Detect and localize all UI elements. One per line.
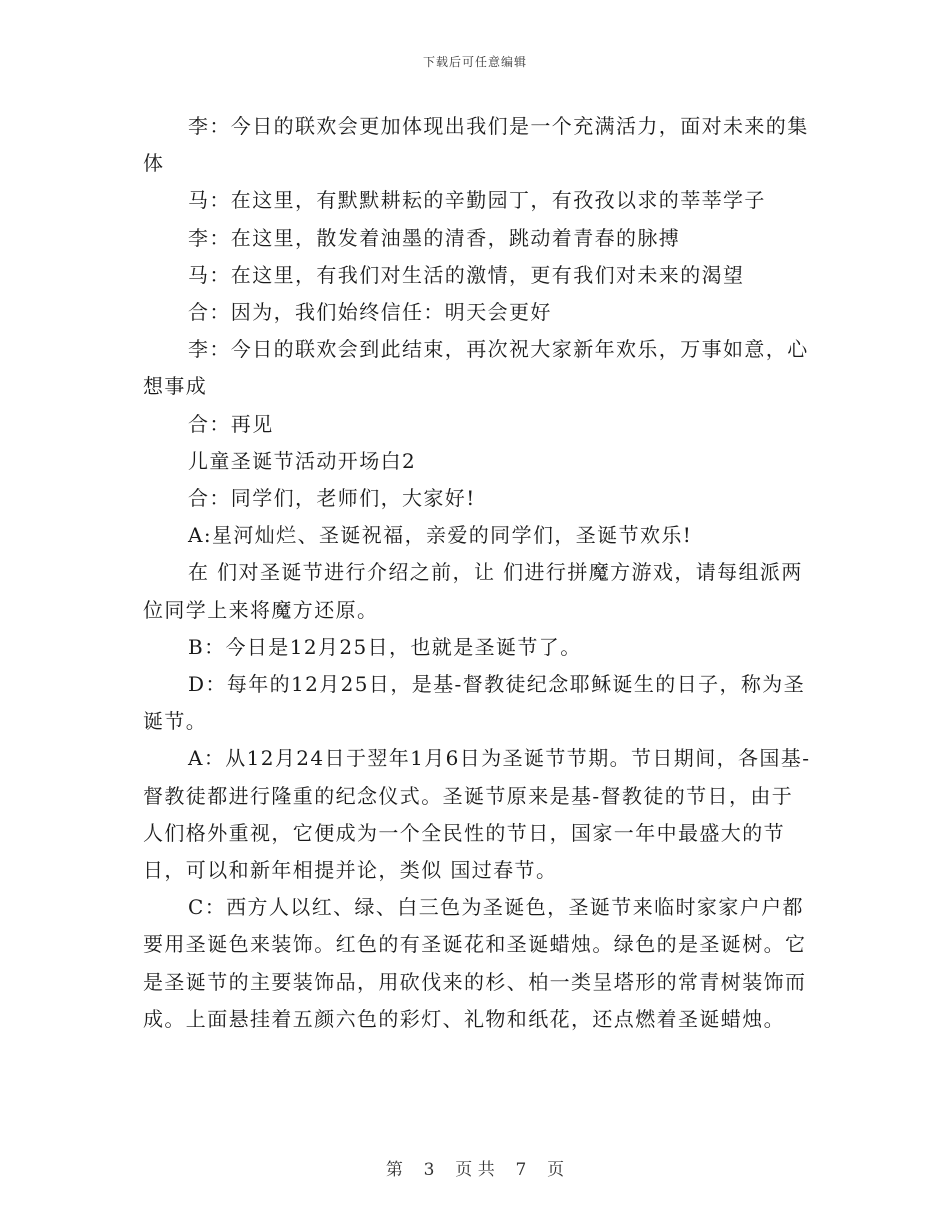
paragraph: 合：因为，我们始终信任：明天会更好 — [188, 300, 552, 325]
paragraph: 合：再见 — [188, 411, 274, 436]
paragraph: 合：同学们，老师们，大家好! — [188, 486, 476, 511]
paragraph: 马：在这里，有默默耕耘的辛勤园丁，有孜孜以求的莘莘学子 — [188, 188, 766, 213]
document-body — [143, 108, 811, 1038]
paragraph: 李：今日的联欢会更加体现出我们是一个充满活力，面对未来的集体 — [143, 114, 809, 176]
footer-suffix: 页 — [547, 1160, 565, 1180]
paragraph: C：西方人以红、绿、白三色为圣诞色，圣诞节来临时家家户户都要用圣诞色来装饰。红色的有圣诞花和圣诞蜡烛。绿色的是圣诞树。它是圣诞节的主要装饰品，用砍伐来的杉、柏一类呈塔形的常青树装饰而成。上面悬挂着五颜六色的彩灯、礼物和纸花，还点燃着圣诞蜡烛。 — [143, 895, 807, 1031]
section-title: 儿童圣诞节活动开场白2 — [188, 448, 417, 473]
paragraph: 在 们对圣诞节进行介绍之前，让 们进行拼魔方游戏，请每组派两位同学上来将魔方还原。 — [143, 560, 803, 622]
page-footer — [0, 1155, 950, 1180]
paragraph: A:星河灿烂、圣诞祝福，亲爱的同学们，圣诞节欢乐! — [188, 523, 693, 548]
paragraph: 李：在这里，散发着油墨的清香，跳动着青春的脉搏 — [188, 225, 681, 250]
current-page-number: 3 — [423, 1160, 435, 1180]
paragraph: 李：今日的联欢会到此结束，再次祝大家新年欢乐，万事如意，心想事成 — [143, 337, 809, 399]
page-header: 下载后可任意编辑 — [422, 55, 527, 69]
paragraph: B：今日是12月25日，也就是圣诞节了。 — [188, 634, 582, 659]
footer-prefix: 第 — [385, 1160, 403, 1180]
total-pages-number: 7 — [515, 1160, 527, 1180]
paragraph: A：从12月24日于翌年1月6日为圣诞节节期。节日期间，各国基-督教徒都进行隆重的纪念仪式。圣诞节原来是基-督教徒的节日，由于人们格外重视，它便成为一个全民性的节日，国家一年中最盛大的节日，可以和新年相提并论，类似 国过春节。 — [143, 746, 811, 883]
paragraph: D：每年的12月25日，是基-督教徒纪念耶稣诞生的日子，称为圣诞节。 — [143, 672, 806, 734]
paragraph: 马：在这里，有我们对生活的激情，更有我们对未来的渴望 — [188, 262, 745, 287]
footer-mid: 页 共 — [455, 1160, 495, 1180]
